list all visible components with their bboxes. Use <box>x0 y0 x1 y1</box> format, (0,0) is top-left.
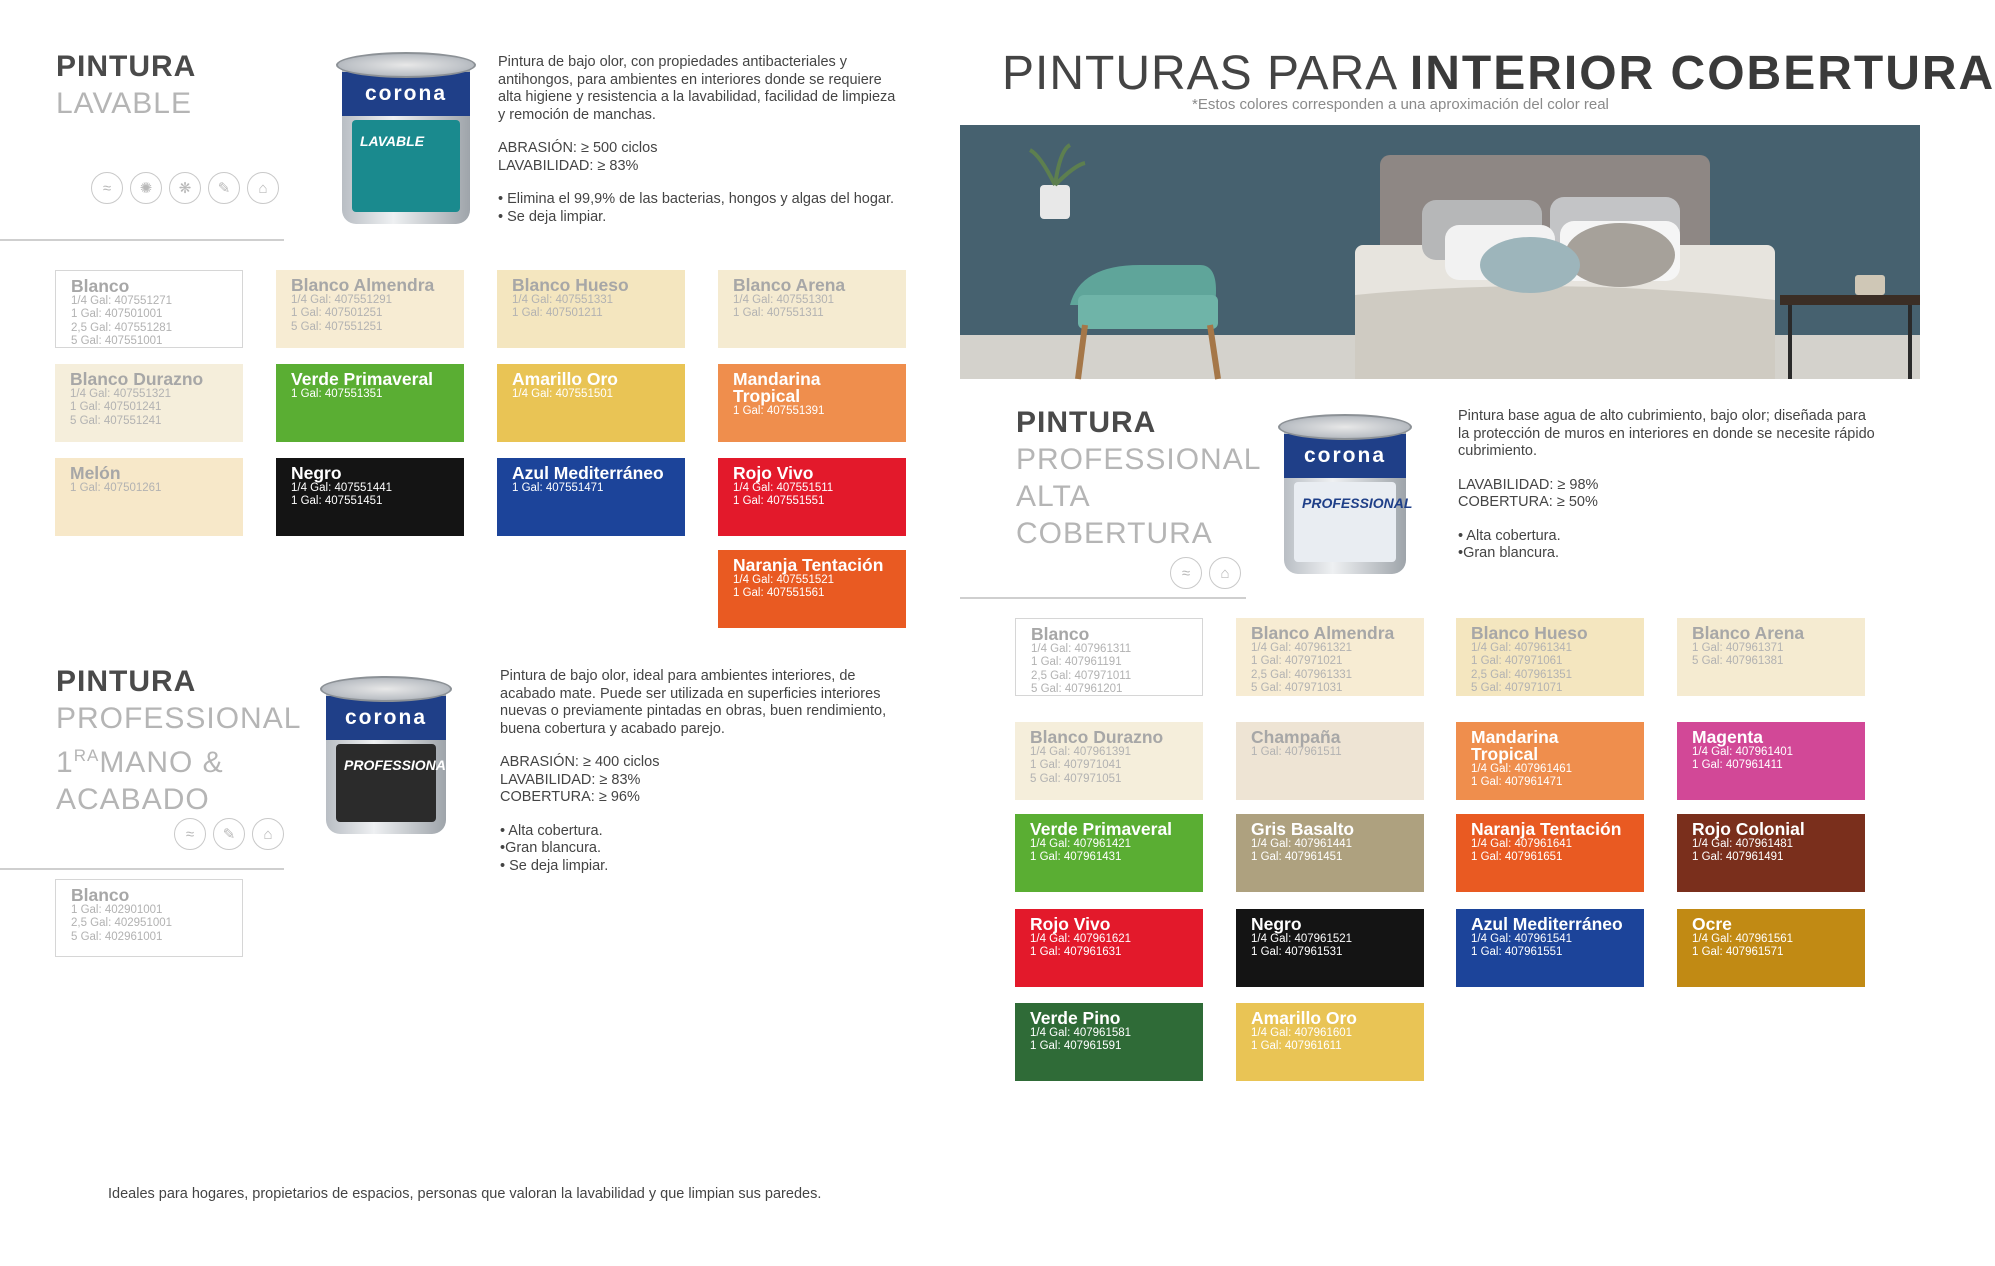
swatch-code: 1/4 Gal: 407551271 <box>71 295 173 307</box>
swatch-code: 1 Gal: 407551471 <box>512 482 604 494</box>
swatch-code: 1 Gal: 407551311 <box>733 307 824 320</box>
swatch-mandarina-tropical <box>718 364 906 442</box>
swatch-code: 1 Gal: 407961591 <box>1030 1040 1122 1053</box>
bullet-line: • Alta cobertura. <box>1458 527 1561 544</box>
swatch-negro <box>276 458 464 536</box>
swatch-code: 1/4 Gal: 407961441 <box>1251 838 1353 850</box>
swatch-verde-pino <box>1015 1003 1203 1081</box>
alta-cobertura-icons <box>1170 557 1241 589</box>
swatch-code: 1/4 Gal: 407961391 <box>1030 746 1132 758</box>
house-icon: ⌂ <box>1209 557 1241 589</box>
swatch-name: Magenta <box>1692 727 1763 747</box>
swatch-azul-mediterraneo <box>497 458 685 536</box>
swatch-code: 1 Gal: 407971041 <box>1030 759 1122 772</box>
swatch-code: 1/4 Gal: 407961641 <box>1471 838 1573 850</box>
swatch-name: Blanco Almendra <box>291 275 435 295</box>
swatch-code: 1 Gal: 407971061 <box>1471 655 1563 668</box>
swatch-rojo-colonial <box>1677 814 1865 892</box>
can-label <box>336 744 436 822</box>
swatch-code: 1/4 Gal: 407551291 <box>291 294 393 306</box>
swatch-code: 1 Gal: 407961411 <box>1692 759 1783 772</box>
swatch-code: 1/4 Gal: 407961461 <box>1471 763 1573 775</box>
bacteria-icon: ✺ <box>130 172 162 204</box>
swatch-name: Blanco Hueso <box>512 275 629 295</box>
swatch-name: Blanco <box>71 276 130 296</box>
swatch-negro <box>1236 909 1424 987</box>
swatch-code: 2,5 Gal: 402951001 <box>71 917 173 930</box>
swatch-name: Negro <box>1251 914 1302 934</box>
swatch-name: Blanco Arena <box>1692 623 1805 643</box>
bullet-line: • Se deja limpiar. <box>498 208 607 225</box>
swatch-code: 1 Gal: 407961431 <box>1030 851 1122 864</box>
swatch-code: 5 Gal: 407551241 <box>70 414 162 427</box>
house-icon: ⌂ <box>252 818 284 850</box>
swatch-name: Azul Mediterráneo <box>512 463 664 483</box>
swatch-name: Rojo Vivo <box>1030 914 1111 934</box>
swatch-code: 1 Gal: 407961531 <box>1251 946 1343 959</box>
swatch-code: 1/4 Gal: 407961481 <box>1692 838 1794 850</box>
swatch-verde-primaveral <box>276 364 464 442</box>
bedroom-illustration <box>960 125 1920 379</box>
swatch-blanco-durazno <box>55 364 243 442</box>
bullet-line: •Gran blancura. <box>1458 545 1559 561</box>
swatch-blanco <box>1015 618 1203 696</box>
swatch-code: 1 Gal: 407501251 <box>291 307 383 320</box>
swatch-code: 5 Gal: 407961381 <box>1692 655 1784 668</box>
swatch-code: 2,5 Gal: 407961331 <box>1251 668 1353 681</box>
swatch-code: 1 Gal: 407961191 <box>1031 656 1122 669</box>
swatch-code: 1 Gal: 407551551 <box>733 495 825 508</box>
swatch-code: 1/4 Gal: 407551521 <box>733 574 835 586</box>
swatch-rojo-vivo <box>718 458 906 536</box>
swatch-code: 1 Gal: 407961611 <box>1251 1040 1342 1053</box>
swatch-code: 1/4 Gal: 407551301 <box>733 294 835 306</box>
swatch-code: 1/4 Gal: 407551321 <box>70 388 172 400</box>
brush-icon: ✎ <box>208 172 240 204</box>
swatch-champana <box>1236 722 1424 800</box>
swatch-name: Azul Mediterráneo <box>1471 914 1623 934</box>
swatch-blanco <box>55 879 243 957</box>
swatch-name: Verde Pino <box>1030 1008 1121 1028</box>
swatch-name: Negro <box>291 463 342 483</box>
swatch-code: 1/4 Gal: 407961541 <box>1471 933 1573 945</box>
swatch-blanco <box>55 270 243 348</box>
page-subtitle: *Estos colores corresponden a una aproximación del color real <box>1192 96 1609 113</box>
lavable-icons <box>91 172 279 204</box>
swatch-code: 1 Gal: 407551451 <box>291 495 383 508</box>
swatch-name: Gris Basalto <box>1251 819 1355 839</box>
swatch-code: 1 Gal: 407961551 <box>1471 946 1563 959</box>
bedroom-photo <box>960 125 1920 379</box>
can-product: LAVABLE <box>360 133 425 149</box>
swatch-mandarina-tropical <box>1456 722 1644 800</box>
swatch-code: 1 Gal: 407551391 <box>733 405 825 417</box>
swatch-amarillo-oro <box>497 364 685 442</box>
swatch-code: 1 Gal: 407961571 <box>1692 946 1784 959</box>
swatch-blanco-almendra <box>276 270 464 348</box>
swatch-verde-primaveral <box>1015 814 1203 892</box>
swatch-name: Melón <box>70 463 121 483</box>
swatch-code: 1 Gal: 407961371 <box>1692 642 1784 654</box>
spec-line: LAVABILIDAD: ≥ 83% <box>498 157 639 174</box>
swatch-code: 1 Gal: 402901001 <box>71 904 163 916</box>
swatch-name: Blanco Durazno <box>1030 727 1164 747</box>
swatch-name: Rojo Colonial <box>1692 819 1805 839</box>
lavable-description: Pintura de bajo olor, con propiedades antibacteriales y antihongos, para ambientes en interiores donde se requiere alta higiene y resistencia a la lavabilidad, facilidad de limpieza y remoción de manchas. ABRASIÓN: ≥ 500 ciclos LAVABILIDAD: ≥ 83% • Elimina el 99,9% de las bacterias, hongos y algas del hogar. • Se deja limpiar. <box>498 54 896 225</box>
swatch-name: Mandarina Tropical <box>1471 727 1559 764</box>
swatch-code: 1 Gal: 407961451 <box>1251 851 1343 864</box>
swatch-name: Amarillo Oro <box>1251 1008 1357 1028</box>
swatch-code: 1/4 Gal: 407551441 <box>291 482 393 494</box>
swatch-code: 2,5 Gal: 407551281 <box>71 321 173 334</box>
swatch-code: 5 Gal: 407971071 <box>1471 682 1563 695</box>
spec-line: COBERTURA: ≥ 50% <box>1458 494 1598 510</box>
can-label <box>1294 482 1396 562</box>
bullet-line: • Elimina el 99,9% de las bacterias, hongos y algas del hogar. <box>498 191 895 207</box>
swatch-code: 1/4 Gal: 407961581 <box>1030 1027 1132 1039</box>
swatch-code: 1 Gal: 407551561 <box>733 587 825 600</box>
swatch-name: Champaña <box>1251 727 1341 747</box>
spec-line: LAVABILIDAD: ≥ 98% <box>1458 476 1599 493</box>
professional-mano-icons <box>174 818 284 850</box>
swatch-code: 1/4 Gal: 407961401 <box>1692 746 1794 758</box>
swatch-code: 5 Gal: 407961201 <box>1031 683 1123 696</box>
professional-mano-can-image <box>320 676 455 834</box>
swatch-code: 1 Gal: 407501211 <box>512 307 603 320</box>
swatch-blanco-hueso <box>1456 618 1644 696</box>
swatch-magenta <box>1677 722 1865 800</box>
mold-icon: ❋ <box>169 172 201 204</box>
swatch-code: 1 Gal: 407961471 <box>1471 776 1563 789</box>
swatch-code: 5 Gal: 407971031 <box>1251 682 1343 695</box>
swatch-name: Amarillo Oro <box>512 369 618 389</box>
swatch-blanco-arena <box>1677 618 1865 696</box>
brush-icon: ✎ <box>213 818 245 850</box>
swatch-name: Rojo Vivo <box>733 463 814 483</box>
swatch-code: 5 Gal: 402961001 <box>71 930 163 943</box>
swatch-code: 1 Gal: 407501261 <box>70 482 162 494</box>
swatch-code: 5 Gal: 407551001 <box>71 335 163 348</box>
swatch-code: 1 Gal: 407971021 <box>1251 655 1343 668</box>
swatch-naranja-tentacion <box>718 550 906 628</box>
wave-icon: ≈ <box>174 818 206 850</box>
swatch-code: 1/4 Gal: 407551501 <box>512 388 614 400</box>
swatch-name: Blanco Durazno <box>70 369 204 389</box>
swatch-code: 1 Gal: 407961511 <box>1251 746 1342 758</box>
swatch-code: 1/4 Gal: 407961421 <box>1030 838 1132 850</box>
footer-note: Ideales para hogares, propietarios de espacios, personas que valoran la lavabilidad y que limpian sus paredes. <box>108 1186 822 1202</box>
can-brand: corona <box>342 72 470 116</box>
swatch-name: Mandarina Tropical <box>733 369 821 406</box>
swatch-code: 2,5 Gal: 407971011 <box>1031 669 1132 682</box>
can-product: PROFESSIONAL <box>344 757 455 773</box>
swatch-code: 1/4 Gal: 407961601 <box>1251 1027 1353 1039</box>
bullet-line: • Se deja limpiar. <box>500 857 609 874</box>
swatch-code: 1/4 Gal: 407961621 <box>1030 933 1132 945</box>
lavable-can-image <box>336 52 476 224</box>
swatch-blanco-arena <box>718 270 906 348</box>
swatch-code: 1 Gal: 407961491 <box>1692 851 1784 864</box>
swatch-code: 1 Gal: 407961651 <box>1471 851 1563 864</box>
swatch-name: Blanco Arena <box>733 275 846 295</box>
swatch-name: Naranja Tentación <box>1471 819 1622 839</box>
swatch-amarillo-oro <box>1236 1003 1424 1081</box>
alta-cobertura-can-image <box>1278 414 1412 574</box>
swatch-name: Ocre <box>1692 914 1732 934</box>
swatch-ocre <box>1677 909 1865 987</box>
bullet-line: •Gran blancura. <box>500 840 601 856</box>
swatch-code: 1 Gal: 407961631 <box>1030 946 1122 959</box>
swatch-code: 1 Gal: 407501241 <box>70 401 162 414</box>
alta-cobertura-divider <box>960 597 1246 599</box>
swatch-azul-mediterraneo <box>1456 909 1644 987</box>
swatch-name: Verde Primaveral <box>1030 819 1173 839</box>
swatch-code: 1/4 Gal: 407961311 <box>1031 643 1132 655</box>
swatch-code: 1 Gal: 407551351 <box>291 388 383 400</box>
swatch-code: 2,5 Gal: 407961351 <box>1471 668 1573 681</box>
lavable-heading: PINTURA LAVABLE <box>56 50 197 120</box>
spec-line: LAVABILIDAD: ≥ 83% <box>500 771 641 788</box>
professional-mano-heading: PINTURA PROFESSIONAL $1^{RA}MANO$ & ACABADO <box>56 665 302 816</box>
swatch-name: Verde Primaveral <box>291 369 434 389</box>
swatch-name: Blanco <box>1031 624 1090 644</box>
lavable-divider <box>0 239 284 241</box>
swatch-code: 1/4 Gal: 407961341 <box>1471 642 1573 654</box>
swatch-code: 1/4 Gal: 407551331 <box>512 294 614 306</box>
swatch-name: Blanco Almendra <box>1251 623 1395 643</box>
house-icon: ⌂ <box>247 172 279 204</box>
swatch-blanco-hueso <box>497 270 685 348</box>
swatch-blanco-almendra <box>1236 618 1424 696</box>
wave-icon: ≈ <box>1170 557 1202 589</box>
alta-cobertura-description: Pintura base agua de alto cubrimiento, bajo olor; diseñada para la protección de muros en interiores en donde se necesite rápido cubrimiento. LAVABILIDAD: ≥ 98% COBERTURA: ≥ 50% • Alta cobertura. •Gran blancura. <box>1458 408 1875 561</box>
spec-line: COBERTURA: ≥ 96% <box>500 789 640 805</box>
spec-line: ABRASIÓN: ≥ 400 ciclos <box>500 754 660 770</box>
swatch-code: 1 Gal: 407501001 <box>71 308 163 321</box>
spec-line: ABRASIÓN: ≥ 500 ciclos <box>498 140 658 156</box>
bullet-line: • Alta cobertura. <box>500 822 603 839</box>
swatch-name: Naranja Tentación <box>733 555 884 575</box>
swatch-code: 5 Gal: 407971051 <box>1030 772 1122 785</box>
swatch-code: 1/4 Gal: 407961521 <box>1251 933 1353 945</box>
can-product: PROFESSIONAL <box>1302 495 1413 511</box>
page-title: PINTURAS PARA INTERIOR COBERTURA <box>1002 47 1995 100</box>
swatch-melon <box>55 458 243 536</box>
alta-cobertura-heading: PINTURA PROFESSIONAL ALTA COBERTURA <box>1016 406 1262 550</box>
swatch-naranja-tentacion <box>1456 814 1644 892</box>
swatch-name: Blanco <box>71 885 130 905</box>
professional-mano-divider <box>0 868 284 870</box>
swatch-rojo-vivo <box>1015 909 1203 987</box>
can-brand: corona <box>1284 434 1406 478</box>
swatch-gris-basalto <box>1236 814 1424 892</box>
wave-icon: ≈ <box>91 172 123 204</box>
swatch-code: 5 Gal: 407551251 <box>291 320 383 333</box>
can-brand: corona <box>326 696 446 740</box>
swatch-code: 1/4 Gal: 407961561 <box>1692 933 1794 945</box>
swatch-code: 1/4 Gal: 407961321 <box>1251 642 1353 654</box>
professional-mano-description: Pintura de bajo olor, ideal para ambientes interiores, de acabado mate. Puede ser utilizada en superficies interiores nuevas o previamente pintadas en obras, buen rendimiento, buena cobertura y acabado parejo. ABRASIÓN: ≥ 400 ciclos LAVABILIDAD: ≥ 83% COBERTURA: ≥ 96% • Alta cobertura. •Gran blancura. • Se deja limpiar. <box>500 668 887 874</box>
swatch-code: 1/4 Gal: 407551511 <box>733 482 834 494</box>
swatch-blanco-durazno <box>1015 722 1203 800</box>
swatch-name: Blanco Hueso <box>1471 623 1588 643</box>
